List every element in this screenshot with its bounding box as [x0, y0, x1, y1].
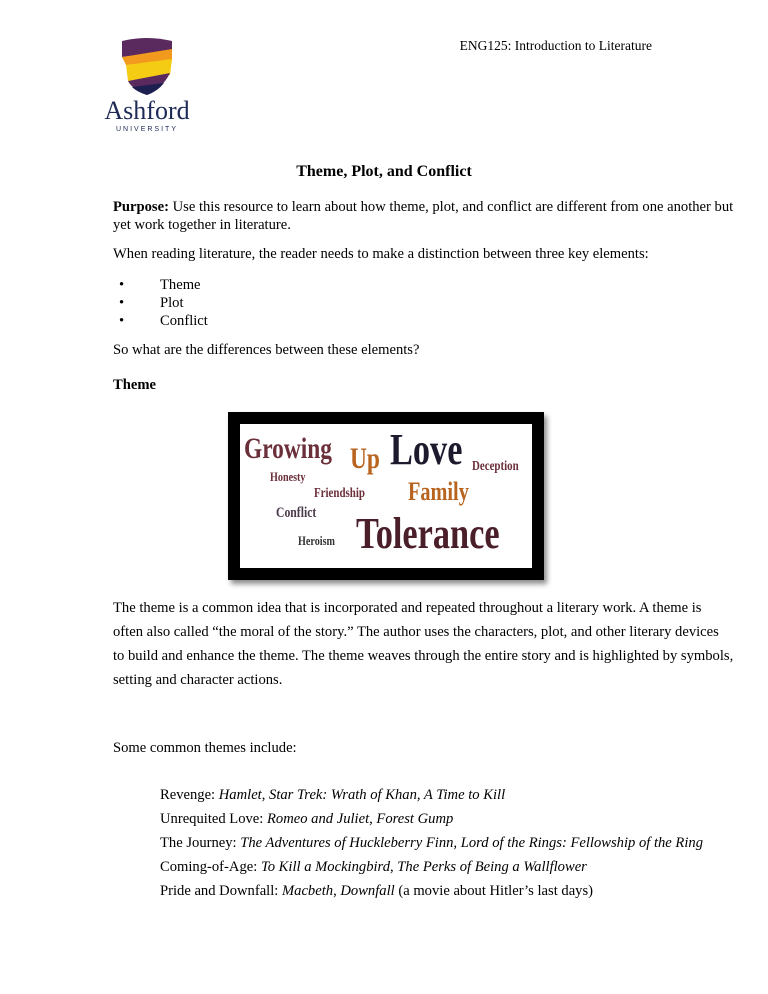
theme-paragraph-line: setting and character actions. — [113, 672, 283, 688]
section-heading-theme: Theme — [113, 377, 156, 393]
question-text: So what are the differences between these elements? — [113, 342, 420, 358]
svg-text:UNIVERSITY: UNIVERSITY — [115, 126, 179, 133]
word-growing: Growing — [244, 432, 332, 465]
theme-note: (a movie about Hitler’s last days) — [394, 883, 594, 899]
theme-paragraph-line: often also called “the moral of the story.” The author uses the characters, plot, and other literary devices — [113, 624, 719, 640]
word-honesty: Honesty — [270, 469, 306, 484]
theme-example — [160, 810, 453, 828]
ashford-logo — [92, 35, 202, 135]
theme-works: Downfall — [340, 883, 395, 899]
theme-works: To Kill a Mockingbird — [260, 859, 390, 875]
word-love: Love — [390, 425, 463, 474]
theme-paragraph-line: The theme is a common idea that is incorporated and repeated throughout a literary work. A theme is — [113, 600, 702, 616]
theme-example — [160, 882, 593, 900]
word-heroism: Heroism — [298, 533, 335, 548]
intro-text: When reading literature, the reader needs to make a distinction between three key elements: — [113, 246, 649, 262]
purpose-line-1 — [113, 198, 733, 216]
theme-paragraph-line: to build and enhance the theme. The theme weaves through the entire story and is highlighted by symbols, — [113, 648, 734, 664]
theme-works: Hamlet, Star Trek: Wrath of Khan, A Time to Kill — [218, 787, 506, 803]
purpose-line-2: yet work together in literature. — [113, 217, 291, 233]
common-themes-intro: Some common themes include: — [113, 740, 297, 756]
theme-example — [160, 858, 587, 876]
separator: , — [333, 883, 341, 899]
theme-label: Revenge: — [160, 787, 219, 803]
page-header: ENG125: Introduction to Literature — [459, 38, 652, 53]
word-friendship: Friendship — [314, 486, 365, 501]
list-item: Conflict — [160, 313, 208, 329]
purpose-label: Purpose: — [113, 199, 169, 215]
bullet-icon: • — [119, 295, 125, 311]
theme-example — [160, 834, 703, 852]
theme-label: The Journey: — [160, 835, 241, 851]
theme-label: Pride and Downfall: — [160, 883, 282, 899]
word-tolerance: Tolerance — [356, 509, 500, 558]
list-item: Plot — [160, 295, 184, 311]
word-up: Up — [350, 442, 380, 475]
word-conflict: Conflict — [276, 505, 317, 521]
word-cloud-image — [228, 412, 544, 580]
list-item: Theme — [160, 277, 201, 293]
bullet-icon: • — [119, 277, 125, 293]
separator: , — [390, 859, 398, 875]
theme-label: Coming-of-Age: — [160, 859, 261, 875]
word-deception: Deception — [472, 459, 519, 474]
svg-text:Ashford: Ashford — [104, 96, 190, 125]
document-title: Theme, Plot, and Conflict — [296, 163, 472, 180]
theme-example — [160, 786, 505, 804]
theme-works: Romeo and Juliet, Forest Gump — [267, 811, 454, 827]
shield-icon — [92, 35, 202, 135]
purpose-text: Use this resource to learn about how theme, plot, and conflict are different from one another but — [168, 199, 734, 215]
theme-works: Macbeth — [282, 883, 334, 899]
theme-works: The Adventures of Huckleberry Finn, Lord of the Rings: Fellowship of the Ring — [240, 835, 703, 851]
theme-works: The Perks of Being a Wallflower — [397, 859, 587, 875]
theme-label: Unrequited Love: — [160, 811, 267, 827]
word-family: Family — [408, 477, 469, 506]
bullet-icon: • — [119, 313, 125, 329]
